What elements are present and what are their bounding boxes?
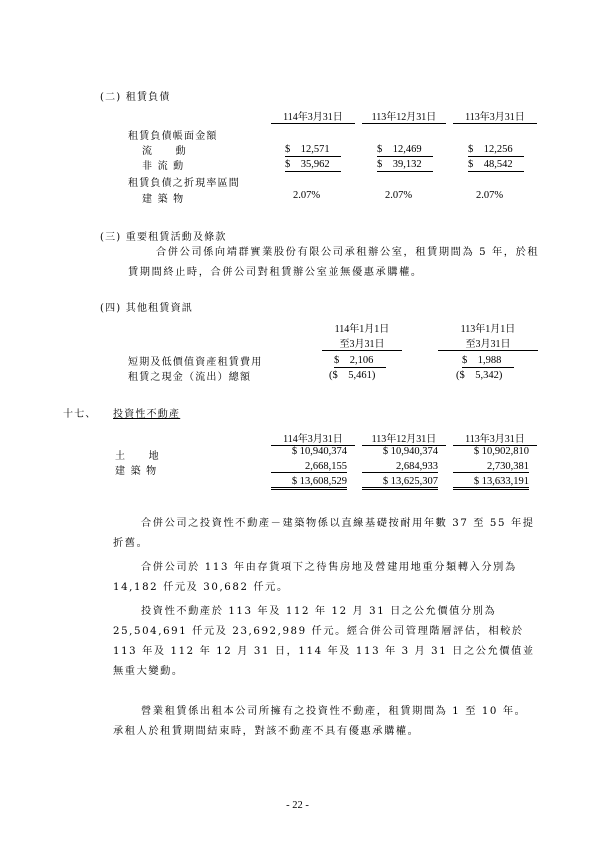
inv-building-value-3: 2,730,381 <box>453 461 529 473</box>
land-value-3: $ 10,902,810 <box>473 446 529 457</box>
row-label-current: 流 動 <box>142 146 187 157</box>
row-label-cash-outflow: 租賃之現金（流出）總額 <box>128 372 252 383</box>
row-label-discount-rate: 租賃負債之折現率區間 <box>128 178 240 189</box>
row-label-carrying: 租賃負債帳面金額 <box>128 131 218 142</box>
cash-outflow-value-2: ($ 5,342) <box>456 370 503 381</box>
short-term-value-1: $ 2,106 <box>334 352 386 368</box>
land-value-2: $ 10,940,374 <box>382 446 438 457</box>
noncurrent-value-1: $ 35,962 <box>285 156 341 172</box>
rate-value-2: 2.07% <box>385 190 413 201</box>
total-value-3: $ 13,633,191 <box>453 476 529 490</box>
row-label-building: 建 築 物 <box>142 194 185 205</box>
rate-value-3: 2.07% <box>476 190 504 201</box>
rate-value-1: 2.07% <box>293 190 321 201</box>
inv-col-header-3: 113年3月31日 <box>453 430 537 446</box>
total-value-2: $ 13,625,307 <box>362 476 438 490</box>
inv-col-header-2: 113年12月31日 <box>362 430 446 446</box>
col-header-1: 114年3月31日 <box>271 108 355 124</box>
current-value-3: $ 12,256 <box>468 141 524 157</box>
short-term-value-2: $ 1,988 <box>462 352 514 368</box>
row-label-inv-building: 建 築 物 <box>115 466 158 477</box>
noncurrent-value-2: $ 39,132 <box>377 156 433 172</box>
current-value-1: $ 12,571 <box>285 141 341 157</box>
land-value-1: $ 10,940,374 <box>291 446 347 457</box>
cash-outflow-value-1: ($ 5,461) <box>329 370 376 381</box>
investment-paragraph-3: 投資性不動產於 113 年及 112 年 12 月 31 日之公允價值分別為 25,504,691 仟元及 23,692,989 仟元。經合併公司管理階層評估，相較於 113 年及 112 年 12 月 31 日，114 年及 113 年 3 月 31 日之公允價值並無重大變動。 <box>113 606 535 677</box>
current-value-2: $ 12,469 <box>377 141 433 157</box>
row-label-land: 土 地 <box>115 451 160 462</box>
col-header-2: 113年12月31日 <box>362 108 446 124</box>
other-col2-line2: 至3月31日 <box>438 335 538 351</box>
inv-building-value-1: 2,668,155 <box>271 461 347 473</box>
noncurrent-value-3: $ 48,542 <box>468 156 524 172</box>
section-title-lease-liabilities: (二) 租賃負債 <box>100 92 171 103</box>
col-header-3: 113年3月31日 <box>453 108 537 124</box>
other-col1-line2: 至3月31日 <box>322 335 402 351</box>
section-number-17: 十七、 <box>63 409 97 420</box>
section-title-investment-property: 投資性不動產 <box>113 409 181 420</box>
section-title-lease-terms: (三) 重要租賃活動及條款 <box>100 232 227 243</box>
row-label-noncurrent: 非 流 動 <box>142 161 185 172</box>
other-col2-line1: 113年1月1日 <box>460 324 516 335</box>
investment-paragraph-2: 合併公司於 113 年由存貨項下之待售房地及營建用地重分類轉入分別為 14,182 仟元及 30,682 仟元。 <box>113 562 517 593</box>
total-value-1: $ 13,608,529 <box>271 476 347 490</box>
page-number: - 22 - <box>286 800 309 811</box>
investment-paragraph-4: 營業租賃係出租本公司所擁有之投資性不動產，租賃期間為 1 至 10 年。承租人於租賃期間結束時，對該不動產不具有優惠承購權。 <box>113 706 527 737</box>
section-title-other-lease-info: (四) 其他租賃資訊 <box>100 303 193 314</box>
lease-terms-paragraph: 合併公司係向靖群實業股份有限公司承租辦公室，租賃期間為 5 年，於租賃期間終止時，合併公司對租賃辦公室並無優惠承購權。 <box>128 247 540 278</box>
inv-col-header-1: 114年3月31日 <box>271 430 355 446</box>
inv-building-value-2: 2,684,933 <box>362 461 438 473</box>
other-col1-line1: 114年1月1日 <box>334 324 390 335</box>
investment-paragraph-1: 合併公司之投資性不動產－建築物係以直線基礎按耐用年數 37 至 55 年提折舊。 <box>113 518 535 549</box>
row-label-short-term: 短期及低價值資產租賃費用 <box>128 357 263 368</box>
